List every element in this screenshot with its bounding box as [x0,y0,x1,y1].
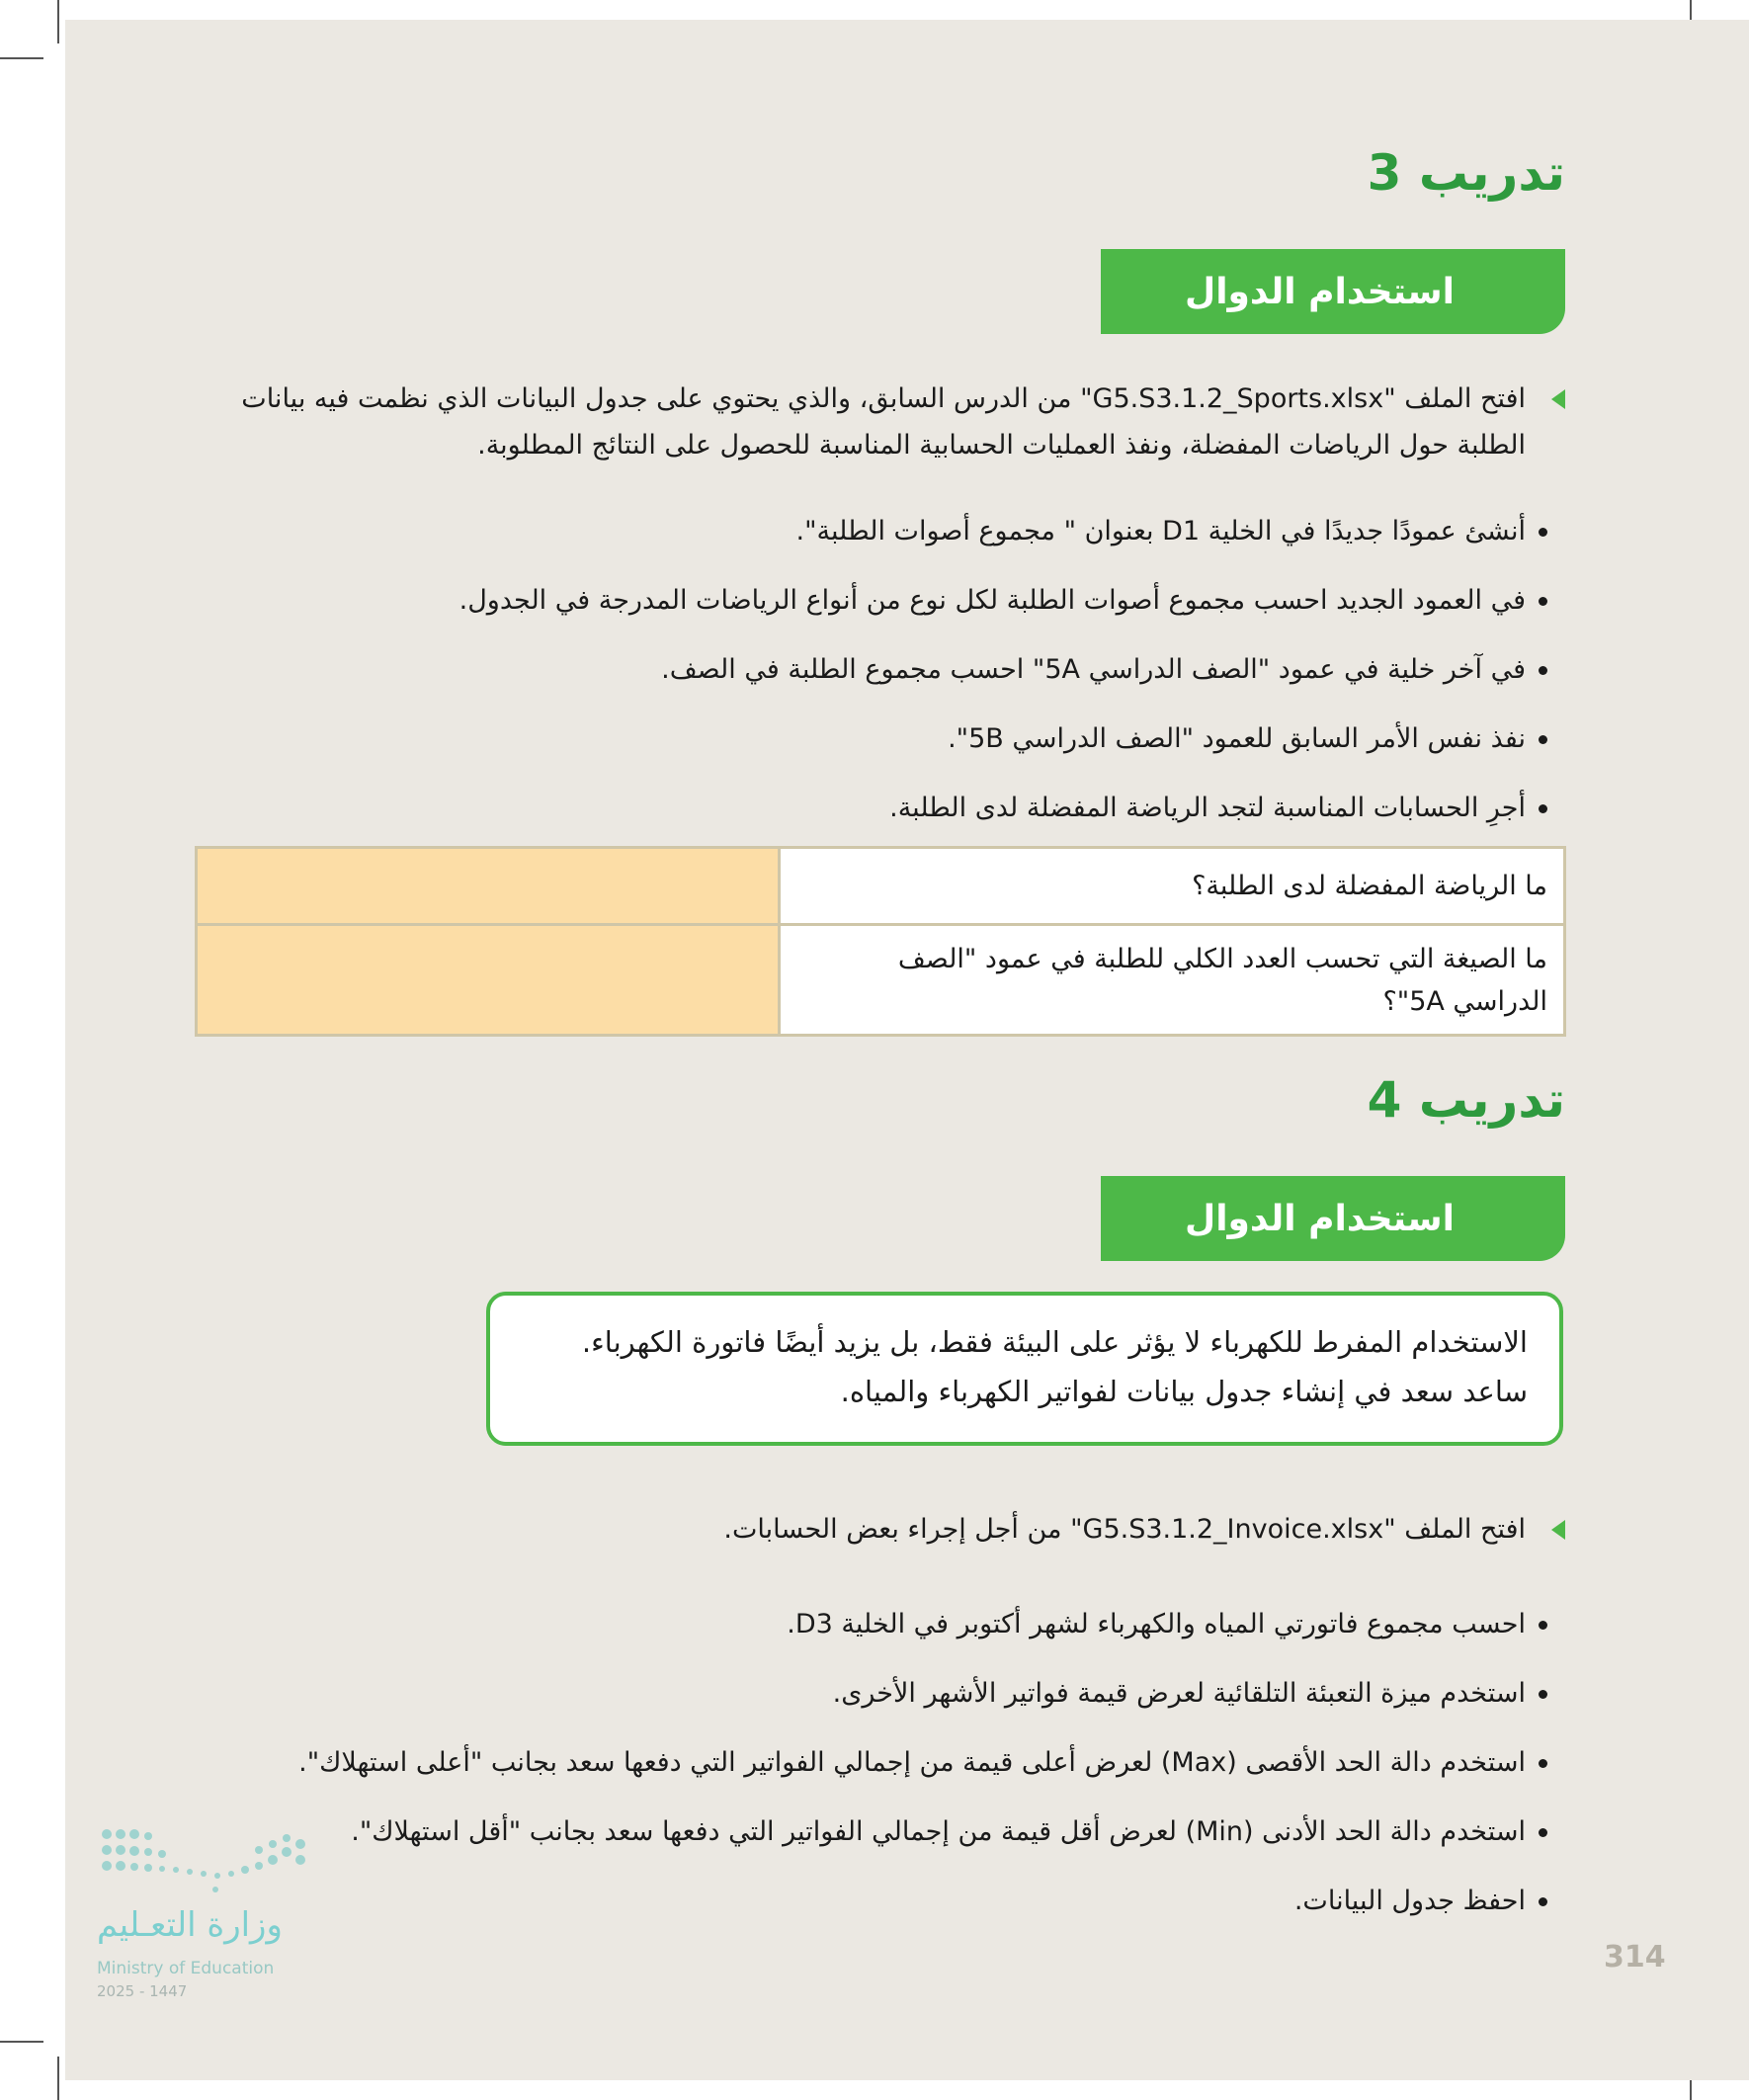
bullet-dot-icon [1539,1759,1547,1768]
crop-mark [0,2041,43,2043]
exercise4-lead [182,1506,1565,1553]
crop-mark [0,57,43,59]
bullet-dot-icon [1539,1828,1547,1837]
list-item: في العمود الجديد احسب مجموع أصوات الطلبة لكل نوع من أنواع الرياضات المدرجة في الجدول. [162,577,1565,624]
logo-year-text: 2025 - 1447 [97,1982,188,2000]
note-line-2: ساعد سعد في إنشاء جدول بيانات لفواتير الكهرباء والمياه. [840,1375,1528,1408]
answer-cell[interactable] [197,925,780,1036]
exercise3-tab: استخدام الدوال [1101,249,1565,334]
info-note-box [486,1292,1563,1446]
bullet-dot-icon [1539,804,1547,813]
exercise4-lead-text: افتح الملف "G5.S3.1.2_Invoice.xlsx" من أجل إجراء بعض الحسابات. [723,1514,1526,1545]
bullet-dot-icon [1539,666,1547,675]
bullet-dot-icon [1539,1690,1547,1699]
exercise4-tab: استخدام الدوال [1101,1176,1565,1261]
exercise3-lead-text: افتح الملف "G5.S3.1.2_Sports.xlsx" من الدرس السابق، والذي يحتوي على جدول البيانات الذي نظمت فيه بيانات الطلبة حول الرياضات المفضلة، ونفذ العمليات الحسابية المناسبة للحصول على النتائج المطلوبة. [241,383,1526,461]
crop-mark [57,0,59,43]
crop-mark [57,2057,59,2100]
bullet-dot-icon [1539,1621,1547,1630]
exercise4-bullets [162,1601,1565,1947]
page-number: 314 [1604,1940,1666,1974]
exercise3-lead [182,376,1565,468]
answer-cell[interactable] [197,848,780,925]
question-cell: ما الرياضة المفضلة لدى الطلبة؟ [780,848,1565,925]
triangle-bullet-icon [1551,389,1565,409]
ministry-logo [97,1824,324,2012]
list-item: استخدم دالة الحد الأقصى (Max) لعرض أعلى قيمة من إجمالي الفواتير التي دفعها سعد بجانب "أعلى استهلاك". [162,1739,1565,1786]
logo-arabic-text: وزارة التعـليم [97,1905,283,1945]
list-item: احسب مجموع فاتورتي المياه والكهرباء لشهر أكتوبر في الخلية D3. [162,1601,1565,1647]
exercise4-title: تدريب 4 [1367,1071,1565,1129]
questions-table [195,846,1566,1037]
triangle-bullet-icon [1551,1520,1565,1540]
table-row [197,925,1565,1036]
exercise3-bullets [162,508,1565,854]
bullet-dot-icon [1539,1897,1547,1906]
note-line-1: الاستخدام المفرط للكهرباء لا يؤثر على البيئة فقط، بل يزيد أيضًا فاتورة الكهرباء. [581,1325,1528,1359]
bullet-dot-icon [1539,735,1547,744]
list-item: نفذ نفس الأمر السابق للعمود "الصف الدراسي 5B". [162,715,1565,762]
list-item: استخدم دالة الحد الأدنى (Min) لعرض أقل قيمة من إجمالي الفواتير التي دفعها سعد بجانب "أقل استهلاك". [162,1808,1565,1855]
list-item: في آخر خلية في عمود "الصف الدراسي 5A" احسب مجموع الطلبة في الصف. [162,646,1565,693]
question-cell: ما الصيغة التي تحسب العدد الكلي للطلبة في عمود "الصف الدراسي 5A"؟ [780,925,1565,1036]
bullet-dot-icon [1539,597,1547,606]
list-item: أجرِ الحسابات المناسبة لتجد الرياضة المفضلة لدى الطلبة. [162,785,1565,831]
table-row [197,848,1565,925]
list-item: استخدم ميزة التعبئة التلقائية لعرض قيمة فواتير الأشهر الأخرى. [162,1670,1565,1717]
bullet-dot-icon [1539,528,1547,537]
exercise3-title: تدريب 3 [1367,144,1565,202]
logo-english-text: Ministry of Education [97,1959,275,1978]
list-item: احفظ جدول البيانات. [162,1878,1565,1924]
dots-logo-icon [97,1824,314,1903]
list-item: أنشئ عمودًا جديدًا في الخلية D1 بعنوان " مجموع أصوات الطلبة". [162,508,1565,554]
